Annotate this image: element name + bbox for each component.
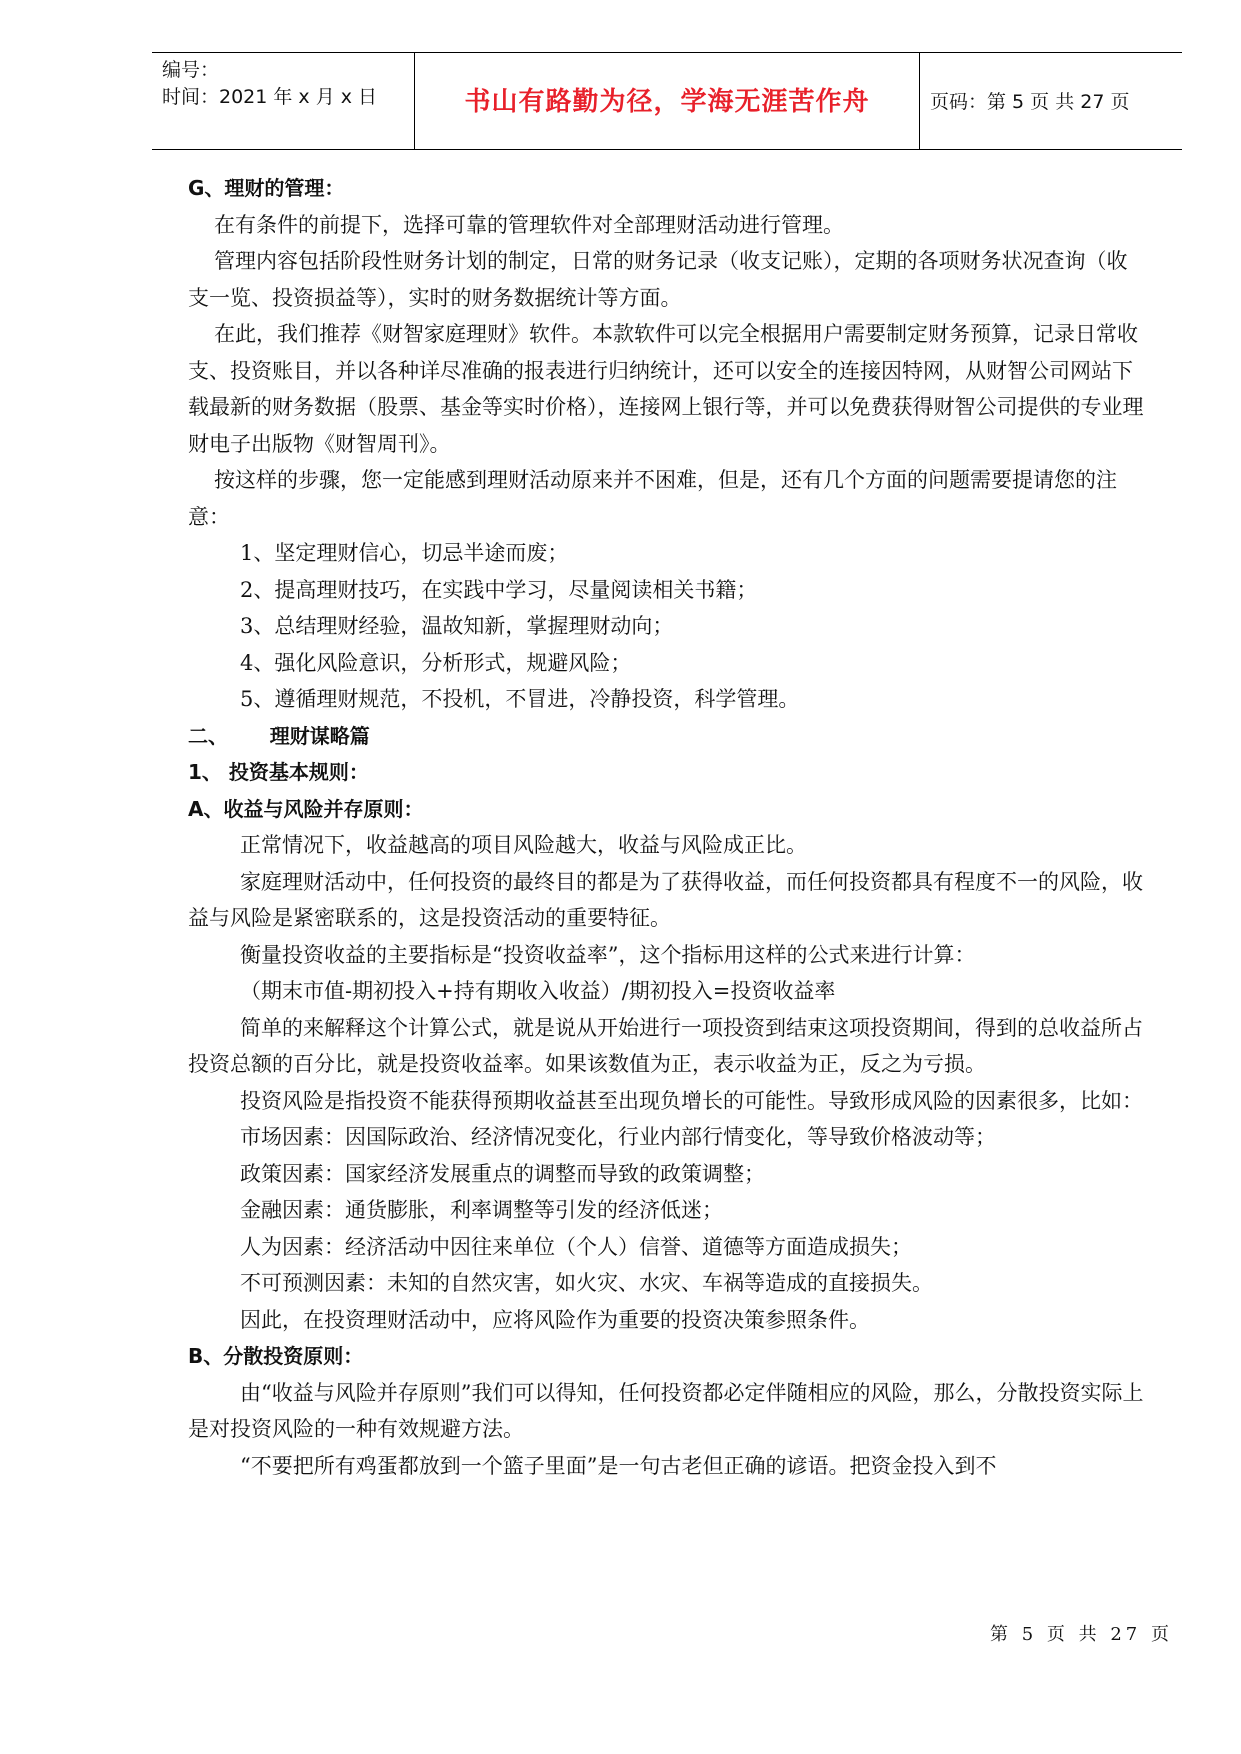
paragraph: 由“收益与风险并存原则”我们可以得知，任何投资都必定伴随相应的风险，那么，分散投资实际上是对投资风险的一种有效规避方法。 xyxy=(188,1380,1144,1441)
list-item: 1、坚定理财信心，切忌半途而废； xyxy=(240,541,569,565)
paragraph: 衡量投资收益的主要指标是“投资收益率”，这个指标用这样的公式来进行计算： xyxy=(240,942,976,967)
paragraph: 家庭理财活动中，任何投资的最终目的都是为了获得收益，而任何投资都具有程度不一的风险，收益与风险是紧密联系的，这是投资活动的重要特征。 xyxy=(188,869,1143,930)
paragraph: 在有条件的前提下，选择可靠的管理软件对全部理财活动进行管理。 xyxy=(214,212,844,237)
list-item: 5、遵循理财规范，不投机，不冒进，冷静投资，科学管理。 xyxy=(240,687,800,711)
paragraph: 简单的来解释这个计算公式，就是说从开始进行一项投资到结束这项投资期间，得到的总收益所占投资总额的百分比，就是投资收益率。如果该数值为正，表示收益为正，反之为亏损。 xyxy=(188,1015,1143,1076)
document-number-label: 编号： xyxy=(162,59,220,81)
paragraph: 投资风险是指投资不能获得预期收益甚至出现负增长的可能性。导致形成风险的因素很多，比如： xyxy=(240,1088,1143,1113)
header-motto: 书山有路勤为径，学海无涯苦作舟 xyxy=(464,87,870,117)
paragraph: 因此，在投资理财活动中，应将风险作为重要的投资决策参照条件。 xyxy=(240,1307,870,1332)
document-time-label: 时间：2021 年 x 月 x 日 xyxy=(162,86,378,108)
chapter-heading: 二、 理财谋略篇 xyxy=(188,723,370,748)
paragraph: 人为因素：经济活动中因往来单位（个人）信誉、道德等方面造成损失； xyxy=(240,1234,912,1259)
paragraph: 政策因素：国家经济发展重点的调整而导致的政策调整； xyxy=(240,1161,765,1186)
paragraph: 在此，我们推荐《财智家庭理财》软件。本款软件可以完全根据用户需要制定财务预算，记录日常收支、投资账目，并以各种详尽准确的报表进行归纳统计，还可以安全的连接因特网，从财智公司网站下载最新的财务数据（股票、基金等实时价格），连接网上银行等，并可以免费获得财智公司提供的专业理财电子出版物《财智周刊》。 xyxy=(188,322,1144,456)
list-item: 2、提高理财技巧，在实践中学习，尽量阅读相关书籍； xyxy=(240,577,758,602)
header-left-cell xyxy=(152,53,414,149)
formula: （期末市值-期初投入+持有期收入收益）/期初投入=投资收益率 xyxy=(240,979,836,1003)
header-right-cell xyxy=(920,53,1182,149)
paragraph: “不要把所有鸡蛋都放到一个篮子里面”是一句古老但正确的谚语。把资金投入到不 xyxy=(240,1453,997,1478)
paragraph: 市场因素：因国际政治、经济情况变化，行业内部行情变化，等导致价格波动等； xyxy=(240,1125,996,1149)
paragraph: 管理内容包括阶段性财务计划的制定，日常的财务记录（收支记账），定期的各项财务状况查询（收支一览、投资损益等），实时的财务数据统计等方面。 xyxy=(188,249,1128,310)
section-heading: 1、 投资基本规则： xyxy=(188,760,369,784)
page-header xyxy=(152,52,1182,150)
section-heading-g: G、理财的管理： xyxy=(188,176,345,200)
list-item: 3、总结理财经验，温故知新，掌握理财动向； xyxy=(240,614,674,638)
header-page-info: 页码：第 5 页 共 27 页 xyxy=(930,91,1130,113)
paragraph: 金融因素：通货膨胀，利率调整等引发的经济低迷； xyxy=(240,1198,723,1222)
document-body xyxy=(188,170,1148,1484)
subsection-heading-b: B、分散投资原则： xyxy=(188,1344,364,1368)
paragraph: 正常情况下，收益越高的项目风险越大，收益与风险成正比。 xyxy=(240,833,807,857)
header-middle-cell xyxy=(414,53,920,149)
list-item: 4、强化风险意识，分析形式，规避风险； xyxy=(240,650,632,675)
subsection-heading-a: A、收益与风险并存原则： xyxy=(188,796,424,821)
paragraph: 不可预测因素：未知的自然灾害，如火灾、水灾、车祸等造成的直接损失。 xyxy=(240,1271,933,1295)
paragraph: 按这样的步骤，您一定能感到理财活动原来并不困难，但是，还有几个方面的问题需要提请您的注意： xyxy=(188,468,1117,529)
page-footer-number: 第 5 页 共 27 页 xyxy=(990,1624,1173,1645)
